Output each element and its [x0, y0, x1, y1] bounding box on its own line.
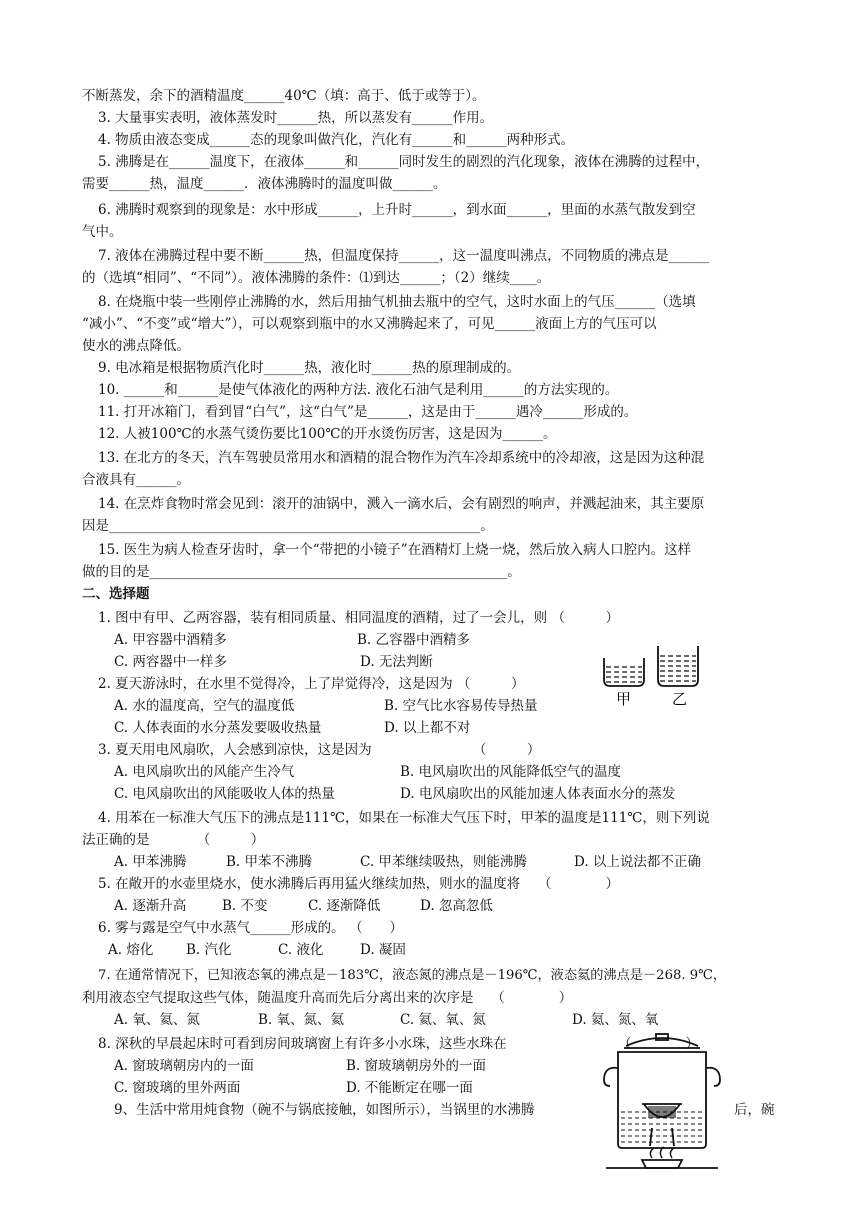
- containers-figure: [596, 640, 706, 712]
- steamer-pot-figure: [596, 1032, 728, 1172]
- choice-q4-option-c: C. 甲苯继续吸热，则能沸腾: [360, 854, 527, 870]
- choice-q2-option-b: B. 空气比水容易传导热量: [384, 698, 538, 714]
- choice-q3-option-d: D. 电风扇吹出的风能加速人体表面水分的蒸发: [400, 786, 676, 802]
- fill-q11: 11. 打开冰箱门，看到冒“白气”，这“白气”是______，这是由于______遇冷______形成的。: [98, 404, 638, 420]
- choice-q2-option-a: A. 水的温度高，空气的温度低: [114, 698, 295, 714]
- choice-q1-option-d: D. 无法判断: [360, 654, 433, 670]
- choice-q5-stem: 5. 在敞开的水壶里烧水，使水沸腾后再用猛火继续加热，则水的温度将 （ ）: [98, 876, 619, 892]
- choice-q9-stem: 9、生活中常用炖食物（碗不与锅底接触，如图所示），当锅里的水沸腾: [114, 1102, 535, 1118]
- choice-q7-option-d: D. 氦、氮、氧: [572, 1012, 659, 1028]
- choice-q7-stem-line1: 7. 在通常情况下，已知液态氧的沸点是－183℃，液态氮的沸点是－196℃，液态氦的沸点是－268. 9℃，: [98, 968, 727, 983]
- fill-q8-line3: 使水的沸点降低。: [82, 338, 190, 354]
- choice-q8-option-a: A. 窗玻璃朝房内的一面: [114, 1058, 254, 1074]
- choice-q3-option-b: B. 电风扇吹出的风能降低空气的温度: [400, 764, 622, 780]
- choice-q8-stem: 8. 深秋的早晨起床时可看到房间玻璃窗上有许多小水珠，这些水珠在: [98, 1036, 507, 1052]
- fill-q12: 12. 人被100℃的水蒸气烫伤要比100℃的开水烫伤厉害，这是因为______。: [98, 426, 557, 442]
- choice-q5-option-a: A. 逐渐升高: [114, 898, 187, 914]
- choice-q7-stem-line2: 利用液态空气提取这些气体，随温度升高而先后分离出来的次序是 （ ）: [82, 990, 573, 1006]
- choice-q5-option-d: D. 忽高忽低: [420, 898, 493, 914]
- choice-q4-option-a: A. 甲苯沸腾: [114, 854, 187, 870]
- fill-q15-line1: 15. 医生为病人检查牙齿时，拿一个“带把的小镜子”在酒精灯上烧一烧，然后放入病人口腔内。这样: [98, 542, 692, 558]
- choice-q1-option-a: A. 甲容器中酒精多: [114, 632, 227, 648]
- choice-q4-option-b: B. 甲苯不沸腾: [226, 854, 313, 870]
- choice-q5-option-c: C. 逐渐降低: [308, 898, 381, 914]
- fill-q6-line2: 气中。: [82, 224, 123, 240]
- fill-q13-line2: 合液具有______。: [82, 472, 190, 488]
- choice-q3-option-c: C. 电风扇吹出的风能吸收人体的热量: [114, 786, 335, 802]
- choice-q7-option-a: A. 氧、氦、氮: [114, 1012, 200, 1028]
- fill-q5-line1: 5. 沸腾是在______温度下，在液体______和______同时发生的剧烈的汽化现象，液体在沸腾的过程中，: [98, 154, 710, 170]
- choice-q8-paren: （ ）: [618, 1036, 699, 1052]
- fill-q7-line2: 的（选填“相同”、“不同”）。液体沸腾的条件：⑴到达______；（2）继续____。: [82, 270, 551, 286]
- choice-q8-option-b: B. 窗玻璃朝房外的一面: [346, 1058, 487, 1074]
- choice-q3-option-a: A. 电风扇吹出的风能产生冷气: [114, 764, 295, 780]
- fill-q4: 4. 物质由液态变成______态的现象叫做汽化，汽化有______和______两种形式。: [98, 132, 575, 148]
- choice-q2-option-c: C. 人体表面的水分蒸发要吸收热量: [114, 720, 322, 736]
- choice-q1-option-c: C. 两容器中一样多: [114, 654, 227, 670]
- choice-q9-tail: 后，碗: [734, 1102, 775, 1118]
- choice-q4-stem-line2: 法正确的是 （ ）: [82, 832, 265, 848]
- choice-q6-stem: 6. 雾与露是空气中水蒸气______形成的。 （ ）: [98, 920, 403, 936]
- choice-q8-option-c: C. 窗玻璃的里外两面: [114, 1080, 241, 1096]
- fill-q9: 9. 电冰箱是根据物质汽化时______热，液化时______热的原理制成的。: [98, 360, 521, 376]
- fill-q7-line1: 7. 液体在沸腾过程中要不断______热，但温度保持______，这一温度叫沸点，不同物质的沸点是______: [98, 248, 710, 264]
- choice-q7-option-c: C. 氦、氧、氮: [400, 1012, 486, 1028]
- fill-q5-line2: 需要______热，温度______．液体沸腾时的温度叫做______。: [82, 176, 447, 192]
- choice-q6-option-a: A. 熔化: [108, 942, 154, 958]
- choice-q2-option-d: D. 以上都不对: [384, 720, 471, 736]
- fill-q8-line1: 8. 在烧瓶中装一些刚停止沸腾的水，然后用抽气机抽去瓶中的空气，这时水面上的气压______（选填: [98, 294, 696, 310]
- section-title-choice: 二、选择题: [82, 586, 150, 602]
- fill-q8-line2: “减小”、“不变”或“增大”），可以观察到瓶中的水又沸腾起来了，可见______液面上方的气压可以: [82, 316, 657, 332]
- choice-q3-stem: 3. 夏天用电风扇吹，人会感到凉快，这是因为 （ ）: [98, 742, 541, 758]
- fill-q14-line2: 因是_______________________________________________________。: [82, 518, 494, 534]
- fill-q10: 10. ______和______是使气体液化的两种方法. 液化石油气是利用______的方法实现的。: [98, 382, 619, 398]
- choice-q6-option-b: B. 汽化: [186, 942, 232, 958]
- choice-q2-stem: 2. 夏天游泳时，在水里不觉得冷，上了岸觉得冷，这是因为 （ ）: [98, 676, 525, 692]
- label-jia: 甲: [616, 690, 632, 708]
- choice-q4-stem-line1: 4. 用苯在一标准大气压下的沸点是111℃，如果在一标准大气压下时，甲苯的温度是111℃，则下列说: [98, 810, 710, 826]
- choice-q1-stem: 1. 图中有甲、乙两容器，装有相同质量、相同温度的酒精，过了一会儿，则 （ ）: [98, 610, 619, 626]
- label-yi: 乙: [672, 690, 688, 708]
- fill-q15-line2: 做的目的是_____________________________________________________。: [82, 564, 521, 580]
- choice-q5-option-b: B. 不变: [222, 898, 268, 914]
- fill-q6-line1: 6. 沸腾时观察到的现象是：水中形成______，上升时______，到水面______，里面的水蒸气散发到空: [98, 202, 696, 218]
- choice-q1-option-b: B. 乙容器中酒精多: [357, 632, 471, 648]
- fill-q13-line1: 13. 在北方的冬天，汽车驾驶员常用水和酒精的混合物作为汽车冷却系统中的冷却液，这是因为这种混: [98, 450, 705, 466]
- fill-q14-line1: 14. 在烹炸食物时常会见到：滚开的油锅中，溅入一滴水后，会有剧烈的响声，并溅起油来，其主要原: [98, 496, 705, 512]
- choice-q6-option-d: D. 凝固: [360, 942, 406, 958]
- choice-q7-option-b: B. 氧、氮、氦: [258, 1012, 345, 1028]
- fill-q2-tail: 不断蒸发，余下的酒精温度______40℃（填：高于、低于或等于）。: [82, 88, 486, 104]
- choice-q8-option-d: D. 不能断定在哪一面: [346, 1080, 473, 1096]
- choice-q6-option-c: C. 液化: [278, 942, 324, 958]
- choice-q4-option-d: D. 以上说法都不正确: [574, 854, 701, 870]
- fill-q3: 3. 大量事实表明，液体蒸发时______热，所以蒸发有______作用。: [98, 110, 494, 126]
